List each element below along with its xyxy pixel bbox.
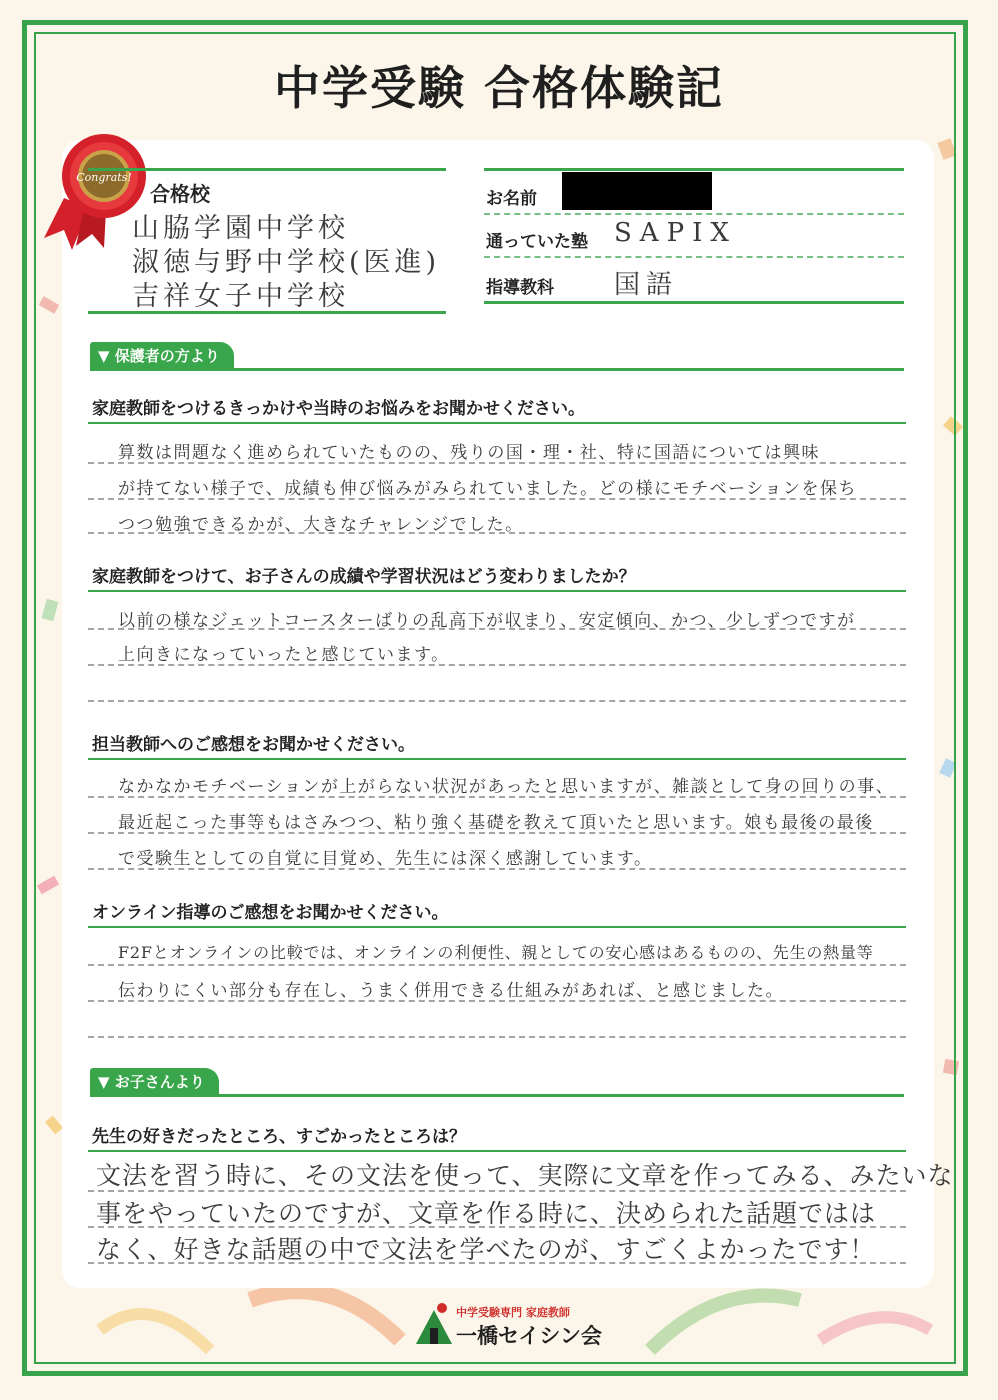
divider bbox=[88, 1150, 906, 1152]
answer-2-line-1: 以前の様なジェットコースターばりの乱高下が収まり、安定傾向、かつ、少しずつですが bbox=[118, 611, 856, 631]
divider bbox=[90, 368, 904, 371]
divider bbox=[88, 1000, 906, 1002]
school-line: 淑徳与野中学校(医進) bbox=[132, 247, 441, 278]
rosette-text: Congrats! bbox=[76, 171, 132, 184]
child-answer-line-2: 事をやっていたのですが、文章を作る時に、決められた話題ではは bbox=[96, 1199, 877, 1228]
divider bbox=[90, 1094, 904, 1097]
logo-name: 一橋セイシン会 bbox=[456, 1324, 602, 1348]
logo-subtitle: 中学受験専門 家庭教師 bbox=[456, 1306, 570, 1319]
answer-3-line-3: で受験生としての自覚に目覚め、先生には深く感謝しています。 bbox=[118, 849, 653, 869]
divider bbox=[88, 590, 906, 592]
answer-1-line-1: 算数は問題なく進められていたものの、残りの国・理・社、特に国語については興味 bbox=[118, 443, 820, 463]
divider bbox=[88, 700, 906, 702]
divider bbox=[88, 532, 906, 534]
child-answer-line-3: なく、好きな話題の中で文法を学べたのが、すごくよかったです！ bbox=[96, 1235, 876, 1264]
divider bbox=[88, 1190, 906, 1192]
answer-1-line-2: が持てない様子で、成績も伸び悩みがみられていました。どの様にモチベーションを保ち bbox=[118, 479, 857, 499]
answer-1-line-3: つつ勉強できるかが、大きなチャレンジでした。 bbox=[118, 515, 524, 535]
question-3: 担当教師へのご感想をお聞かせください。 bbox=[92, 735, 415, 755]
school-line: 吉祥女子中学校 bbox=[132, 281, 349, 312]
divider bbox=[88, 868, 906, 870]
school-label: 合格校 bbox=[150, 182, 210, 206]
juku-label: 通っていた塾 bbox=[486, 232, 588, 252]
subject-label: 指導教科 bbox=[486, 278, 554, 298]
divider bbox=[88, 462, 906, 464]
answer-4-line-2: 伝わりにくい部分も存在し、うまく併用できる仕組みがあれば、と感じました。 bbox=[118, 981, 784, 1001]
subject-row bbox=[484, 260, 904, 304]
child-question: 先生の好きだったところ、すごかったところは？ bbox=[92, 1127, 466, 1147]
divider bbox=[88, 796, 906, 798]
divider bbox=[88, 628, 906, 630]
divider bbox=[88, 1226, 906, 1228]
divider bbox=[88, 1262, 906, 1264]
divider bbox=[88, 758, 906, 760]
juku-row bbox=[484, 214, 904, 258]
divider bbox=[88, 422, 906, 424]
divider bbox=[88, 1036, 906, 1038]
name-redaction bbox=[562, 172, 712, 210]
divider bbox=[88, 832, 906, 834]
divider bbox=[88, 498, 906, 500]
answer-3-line-2: 最近起こった事等もはさみつつ、粘り強く基礎を教えて頂いたと思います。娘も最後の最後 bbox=[118, 813, 874, 833]
answer-3-line-1: なかなかモチベーションが上がらない状況があったと思いますが、雑談として身の回りの事、 bbox=[118, 777, 895, 797]
question-4: オンライン指導のご感想をお聞かせください。 bbox=[92, 903, 449, 923]
subject-value: 国語 bbox=[614, 270, 679, 300]
question-2: 家庭教師をつけて、お子さんの成績や学習状況はどう変わりましたか？ bbox=[92, 567, 636, 587]
name-label: お名前 bbox=[486, 189, 537, 209]
child-section-tab: ▼ お子さんより bbox=[90, 1068, 219, 1096]
parent-section-tab: ▼ 保護者の方より bbox=[90, 342, 234, 370]
question-1: 家庭教師をつけるきっかけや当時のお悩みをお聞かせください。 bbox=[92, 399, 585, 419]
answer-2-line-2: 上向きになっていったと感じています。 bbox=[118, 645, 450, 665]
school-line: 山脇学園中学校 bbox=[132, 213, 349, 244]
juku-value: SAPIX bbox=[614, 218, 737, 248]
divider bbox=[88, 926, 906, 928]
divider bbox=[88, 664, 906, 666]
child-answer-line-1: 文法を習う時に、その文法を使って、実際に文章を作ってみる、みたいな bbox=[96, 1161, 954, 1190]
page-title: 中学受験 合格体験記 bbox=[273, 61, 724, 115]
answer-4-line-1: F2Fとオンラインの比較では、オンラインの利便性、親としての安心感はあるものの、先生の熱量等 bbox=[118, 943, 874, 962]
divider bbox=[88, 964, 906, 966]
